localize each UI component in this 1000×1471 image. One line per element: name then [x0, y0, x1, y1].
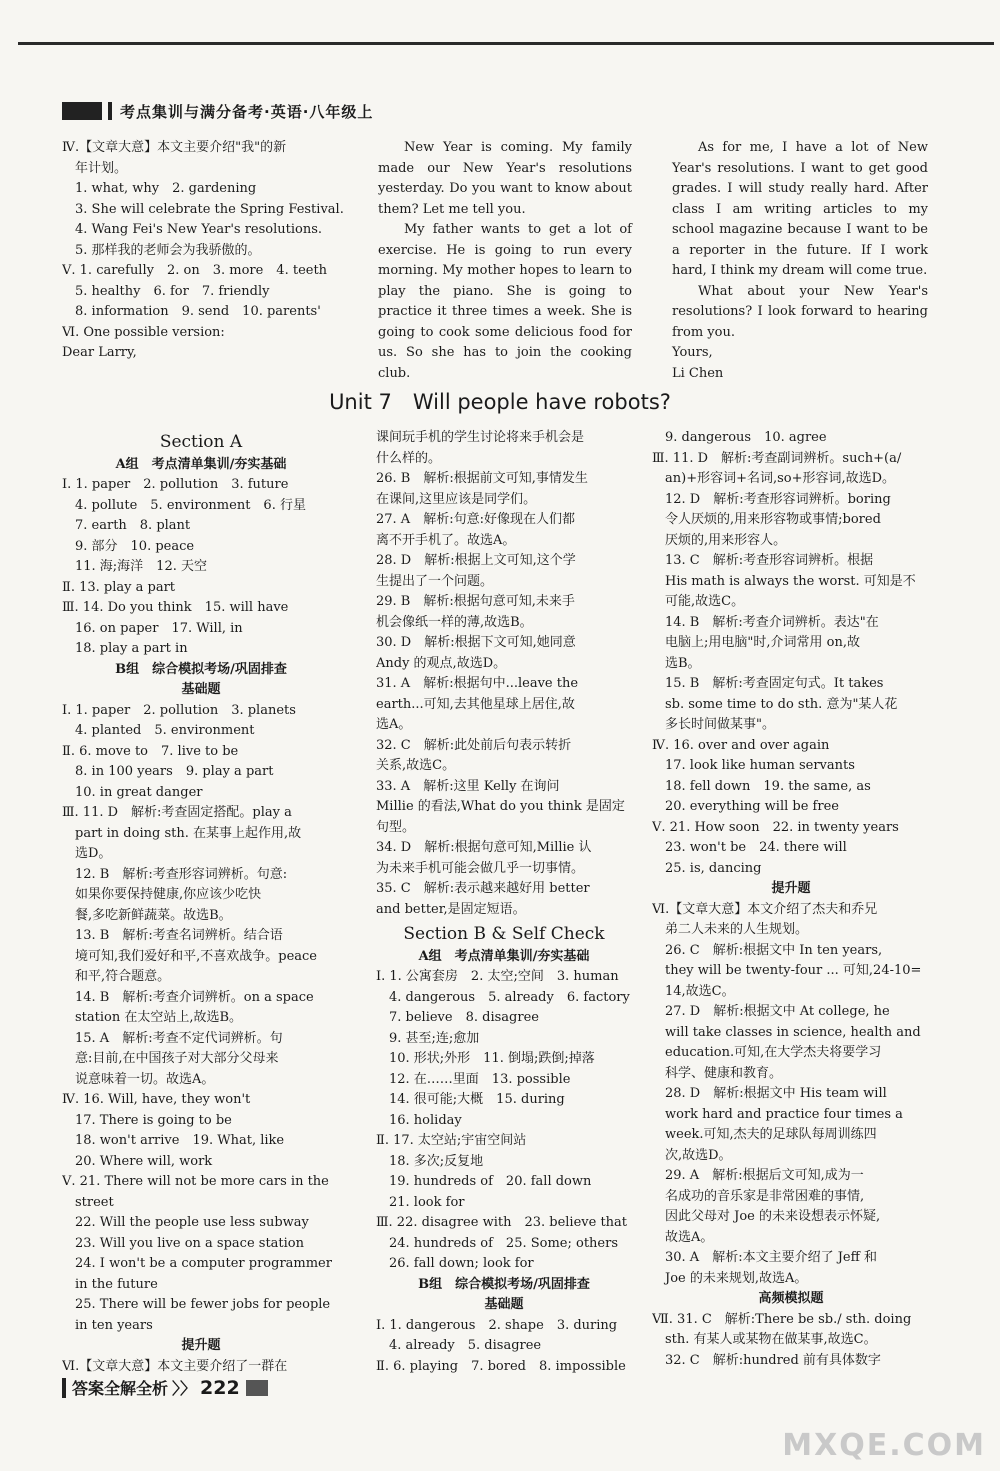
answer-line: 5. healthy 6. for 7. friendly	[62, 283, 270, 299]
answer-line: 什么样的。	[376, 450, 442, 466]
answer-line: Ⅰ. 1. 公寓套房 2. 太空;空间 3. human	[376, 969, 619, 984]
answer-line: Ⅰ. 1. dangerous 2. shape 3. during	[376, 1317, 618, 1333]
answer-line: A组 考点清单集训/夯实基础	[115, 456, 287, 472]
answer-line: 20. Where will, work	[62, 1153, 213, 1169]
answer-line: 25. There will be fewer jobs for people	[62, 1297, 331, 1312]
answer-line: 35. C 解析:表示越来越好用 better	[376, 881, 590, 896]
answer-line: 意:目前,在中国孩子对大部分父母来	[62, 1051, 279, 1066]
footer-bar	[62, 1378, 66, 1398]
letter-paragraph: My father wants to get a lot of exercise. He is going to run every morning. My mother hopes to learn to play the piano. She is going to practice it three times a week. She is going to cook some delicious food for us. So she has to join the cooking club.	[378, 222, 632, 381]
answer-line: 电脑上;用电脑"时,介词常用 on,故	[652, 635, 860, 650]
answer-line: 提升题	[181, 1338, 221, 1353]
answer-line: 在课间,这里应该是同学们。	[376, 491, 537, 507]
answer-line: 离不开手机了。故选A。	[376, 532, 516, 548]
answer-line: 32. C 解析:hundred 前有具体数字	[652, 1352, 881, 1368]
answer-line: 18. play a part in	[62, 641, 188, 656]
answer-line: 选A。	[376, 717, 412, 732]
answer-line: Ⅳ. 16. over and over again	[652, 737, 830, 753]
answer-line: 23. won't be 24. there will	[652, 840, 847, 855]
answer-line: 10. 形状;外形 11. 倒塌;跌倒;掉落	[376, 1051, 595, 1066]
answer-line: 9. 甚至;连;愈加	[376, 1030, 480, 1046]
answer-line: 29. A 解析:根据后文可知,成为一	[652, 1168, 864, 1183]
answer-line: Ⅱ. 17. 太空站;宇宙空间站	[376, 1133, 527, 1148]
letter-middle	[378, 138, 632, 384]
answer-line: 课间玩手机的学生讨论将来手机会是	[376, 430, 585, 445]
answer-line: Ⅵ.【文章大意】本文介绍了杰夫和乔兄	[652, 901, 878, 917]
answer-line: 34. D 解析:根据句意可知,Millie 认	[376, 840, 592, 855]
answer-line: they will be twenty-four ... 可知,24-10=	[652, 963, 922, 978]
answer-line: 1. what, why 2. gardening	[62, 181, 257, 196]
answer-line: 多长时间做某事"。	[652, 717, 775, 732]
answer-column-1	[62, 428, 340, 1377]
answer-line: 选B。	[652, 655, 701, 671]
answer-line: Ⅱ. 6. playing 7. bored 8. impossible	[376, 1358, 626, 1374]
answer-line: 14. 很可能;大概 15. during	[376, 1092, 565, 1107]
answer-line: Ⅵ. One possible version:	[62, 324, 225, 340]
answer-line: in the future	[62, 1276, 158, 1292]
footer-block	[246, 1380, 268, 1396]
answer-line: 8. in 100 years 9. play a part	[62, 764, 274, 779]
answer-line: 12. B 解析:考查形容词辨析。句意:	[62, 866, 288, 882]
answer-line: Ⅳ.【文章大意】本文主要介绍"我"的新	[62, 140, 287, 155]
letter-paragraph: What about your New Year's resolutions? I look forward to hearing from you.	[672, 283, 928, 340]
answer-line: A组 考点清单集训/夯实基础	[418, 948, 590, 964]
page-header	[62, 100, 373, 122]
answer-line: 14,故选C。	[652, 983, 735, 999]
answer-line: 科学、健康和教育。	[652, 1065, 783, 1081]
answer-line: Ⅵ.【文章大意】本文主要介绍了一群在	[62, 1358, 288, 1374]
letter-paragraph: As for me, I have a lot of New Year's resolutions. I want to get good grades. I will study really hard. After class I am writing articles to my school magazine because I want to be a reporter in the future. If I work hard, I think my dream will come true.	[672, 140, 928, 278]
answer-line: part in doing sth. 在某事上起作用,故	[62, 825, 302, 841]
answer-line: 33. A 解析:这里 Kelly 在询问	[376, 778, 560, 794]
answer-line: 4. planted 5. environment	[62, 723, 255, 738]
answer-line: 句型。	[376, 819, 416, 835]
answer-line: 基础题	[484, 1297, 524, 1312]
answer-line: Ⅴ. 1. carefully 2. on 3. more 4. teeth	[62, 263, 328, 278]
answer-line: 28. D 解析:根据上文可知,这个学	[376, 553, 576, 568]
answer-line: B组 综合模拟考场/巩固排查	[115, 661, 287, 677]
answer-line: and better,是固定短语。	[376, 901, 526, 917]
answer-line: sb. some time to do sth. 意为"某人花	[652, 696, 898, 712]
answer-line: 提升题	[771, 881, 811, 896]
answer-line: 基础题	[181, 682, 221, 697]
answer-line: 5. 那样我的老师会为我骄傲的。	[62, 242, 261, 258]
answer-line: 9. dangerous 10. agree	[652, 430, 827, 445]
answer-line: 14. B 解析:考查介词辨析。表达"在	[652, 614, 879, 630]
answer-line: 27. A 解析:句意:好像现在人们都	[376, 512, 575, 527]
footer-arrows: 〉〉	[172, 1379, 197, 1398]
answer-line: 21. look for	[376, 1194, 465, 1210]
answer-column-2	[376, 428, 632, 1377]
answer-line: 26. C 解析:根据文中 In ten years,	[652, 942, 883, 958]
unit-title: Unit 7 Will people have robots?	[329, 390, 671, 414]
answer-line: 19. hundreds of 20. fall down	[376, 1174, 592, 1189]
answer-line: 机会像纸一样的薄,故选B。	[376, 614, 533, 630]
answer-line: 因此父母对 Joe 的未来设想表示怀疑,	[652, 1209, 881, 1224]
header-title: 考点集训与满分备考·英语·八年级上	[120, 102, 374, 121]
answer-line: Ⅶ. 31. C 解析:There be sb./ sth. doing	[652, 1311, 912, 1327]
answer-line: 25. is, dancing	[652, 860, 762, 876]
answer-line: 境可知,我们爱好和平,不喜欢战争。peace	[62, 948, 318, 964]
answer-line: will take classes in science, health and	[652, 1024, 921, 1040]
answer-line: 29. B 解析:根据句意可知,未来手	[376, 594, 575, 609]
answer-line: 15. A 解析:考查不定代词辨析。句	[62, 1030, 283, 1046]
page-number: 222	[200, 1376, 240, 1399]
answer-line: 32. C 解析:此处前后句表示转折	[376, 737, 572, 753]
page-footer	[62, 1376, 268, 1399]
answer-line: Dear Larry,	[62, 345, 137, 360]
answer-line: 4. already 5. disagree	[376, 1338, 542, 1353]
answer-line: work hard and practice four times a	[652, 1106, 903, 1122]
answer-line: 8. information 9. send 10. parents'	[62, 304, 321, 319]
answer-line: 14. B 解析:考查介词辨析。on a space	[62, 989, 314, 1005]
letter-closing: Yours,	[672, 345, 713, 360]
letter-signature: Li Chen	[672, 365, 724, 381]
answer-line: 次,故选D。	[652, 1147, 732, 1163]
answer-line: 如果你要保持健康,你应该少吃快	[62, 887, 262, 902]
answer-line: 26. B 解析:根据前文可知,事情发生	[376, 471, 588, 486]
answer-line: 说意味着一切。故选A。	[62, 1071, 215, 1087]
answer-line: 26. fall down; look for	[376, 1256, 534, 1271]
answer-line: 为未来手机可能会做几乎一切事情。	[376, 860, 585, 876]
answer-line: His math is always the worst. 可知是不	[652, 573, 916, 589]
answer-line: Ⅴ. 21. There will not be more cars in the	[62, 1174, 329, 1189]
answer-line: 12. 在……里面 13. possible	[376, 1071, 571, 1087]
answer-line: Ⅲ. 11. D 解析:考查副词辨析。such+(a/	[652, 450, 902, 466]
header-block	[62, 102, 102, 120]
answer-line: 3. She will celebrate the Spring Festival.	[62, 201, 344, 217]
answer-line: sth. 有某人或某物在做某事,故选C。	[652, 1332, 877, 1347]
answer-line: 10. in great danger	[62, 784, 203, 800]
answer-line: 27. D 解析:根据文中 At college, he	[652, 1004, 890, 1019]
answer-line: 4. Wang Fei's New Year's resolutions.	[62, 222, 323, 237]
footer-label: 答案全解全析	[72, 1379, 169, 1398]
answer-line: 餐,多吃新鲜蔬菜。故选B。	[62, 907, 232, 923]
answer-line: 18. fell down 19. the same, as	[652, 778, 871, 794]
answer-line: 故选A。	[652, 1229, 714, 1245]
answer-line: 30. A 解析:本文主要介绍了 Jeff 和	[652, 1250, 877, 1265]
answer-line: 17. There is going to be	[62, 1112, 232, 1128]
answer-line: 可能,故选C。	[652, 594, 745, 609]
answer-line: earth...可知,去其他星球上居住,故	[376, 696, 575, 712]
answer-line: 18. 多次;反复地	[376, 1153, 484, 1169]
answer-line: 7. believe 8. disagree	[376, 1010, 539, 1025]
answer-line: 7. earth 8. plant	[62, 518, 191, 533]
answer-line: 15. B 解析:考查固定句式。It takes	[652, 676, 884, 691]
answer-line: B组 综合模拟考场/巩固排查	[418, 1276, 590, 1292]
answer-line: 高频模拟题	[758, 1291, 824, 1306]
answer-line: 弟二人未来的人生规划。	[652, 922, 809, 937]
answer-line: station 在太空站上,故选B。	[62, 1010, 243, 1025]
answer-line: 9. 部分 10. peace	[62, 538, 195, 554]
answer-line: 20. everything will be free	[652, 799, 839, 814]
letter-right	[672, 138, 928, 384]
answer-line: 名成功的音乐家是非常困难的事情,	[652, 1188, 865, 1204]
answer-line: 11. 海;海洋 12. 天空	[62, 559, 207, 574]
answer-line: Ⅳ. 16. Will, have, they won't	[62, 1092, 251, 1107]
answer-line: 13. C 解析:考查形容词辨析。根据	[652, 553, 874, 568]
answer-line: Section B & Self Check	[403, 924, 605, 944]
answer-line: 生提出了一个问题。	[376, 573, 494, 589]
header-bar	[108, 102, 112, 120]
answer-line: Ⅱ. 13. play a part	[62, 579, 176, 595]
letter-paragraph: New Year is coming. My family made our New Year's resolutions yesterday. Do you want to know about them? Let me tell you.	[378, 140, 632, 217]
answer-line: Joe 的未来规划,故选A。	[652, 1270, 808, 1286]
answer-line: 4. dangerous 5. already 6. factory	[376, 989, 630, 1005]
answer-line: 12. D 解析:考查形容词辨析。boring	[652, 491, 891, 507]
answer-line: 16. on paper 17. Will, in	[62, 620, 243, 636]
answer-line: 令人厌烦的,用来形容物或事情;bored	[652, 512, 881, 527]
answer-line: Ⅴ. 21. How soon 22. in twenty years	[652, 819, 899, 835]
answer-line: 和平,符合题意。	[62, 969, 171, 984]
answer-line: 30. D 解析:根据下文可知,她同意	[376, 635, 576, 650]
answer-column-3	[652, 428, 930, 1371]
answer-line: Ⅲ. 14. Do you think 15. will have	[62, 600, 289, 615]
answer-line: Millie 的看法,What do you think 是固定	[376, 799, 625, 814]
answer-line: education.可知,在大学杰夫将要学习	[652, 1045, 882, 1060]
answer-line: in ten years	[62, 1317, 153, 1333]
answer-line: week.可知,杰夫的足球队每周训练四	[652, 1127, 877, 1142]
answer-line: 18. won't arrive 19. What, like	[62, 1133, 285, 1148]
top-left-answers	[62, 138, 352, 364]
answer-line: 31. A 解析:根据句中...leave the	[376, 676, 579, 691]
answer-line: Section A	[159, 432, 243, 452]
answer-line: 选D。	[62, 846, 112, 861]
answer-line: 17. look like human servants	[652, 758, 855, 773]
answer-line: 22. Will the people use less subway	[62, 1215, 309, 1230]
answer-line: street	[62, 1194, 114, 1210]
answer-line: 13. B 解析:考查名词辨析。结合语	[62, 928, 283, 943]
answer-line: 28. D 解析:根据文中 His team will	[652, 1086, 887, 1101]
answer-line: Ⅰ. 1. paper 2. pollution 3. planets	[62, 702, 296, 718]
answer-line: 年计划。	[62, 160, 128, 176]
answer-line: 关系,故选C。	[376, 758, 456, 773]
answer-line: Ⅲ. 22. disagree with 23. believe that	[376, 1215, 628, 1230]
answer-line: 24. I won't be a computer programmer	[62, 1256, 332, 1271]
answer-line: 24. hundreds of 25. Some; others	[376, 1235, 618, 1251]
answer-line: 4. pollute 5. environment 6. 行星	[62, 497, 306, 513]
answer-line: Ⅱ. 6. move to 7. live to be	[62, 743, 239, 759]
answer-line: Ⅲ. 11. D 解析:考查固定搭配。play a	[62, 805, 292, 820]
watermark: MXQE.COM	[782, 1428, 986, 1463]
answer-line: 厌烦的,用来形容人。	[652, 532, 787, 548]
answer-line: Ⅰ. 1. paper 2. pollution 3. future	[62, 477, 289, 492]
answer-line: Andy 的观点,故选D。	[376, 655, 507, 671]
answer-line: 16. holiday	[376, 1112, 462, 1128]
answer-line: an)+形容词+名词,so+形容词,故选D。	[652, 471, 896, 486]
top-rule	[18, 42, 994, 45]
answer-line: 23. Will you live on a space station	[62, 1235, 304, 1251]
